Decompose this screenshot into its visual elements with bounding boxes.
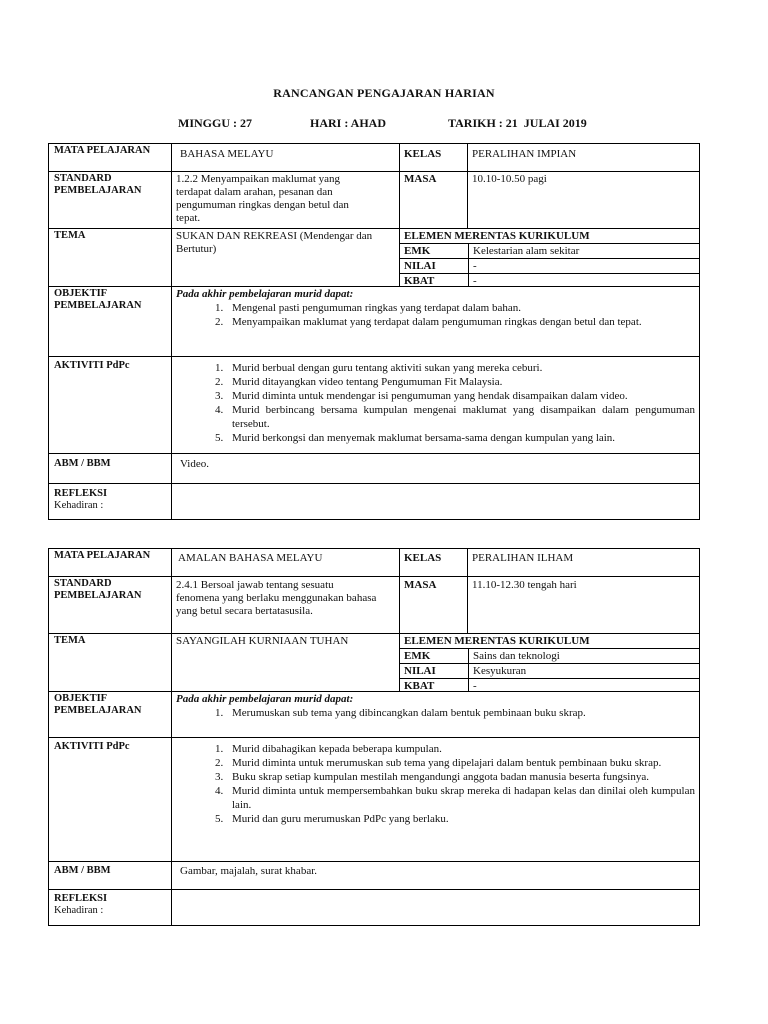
aktiviti-label: AKTIVITI PdPc xyxy=(54,741,130,752)
emk-label: EMK xyxy=(404,245,431,257)
aktiviti-label: AKTIVITI PdPc xyxy=(54,360,130,371)
kelas-value: PERALIHAN ILHAM xyxy=(467,549,699,576)
refleksi-label: REFLEKSI xyxy=(54,893,108,904)
emk-label: EMK xyxy=(404,650,431,662)
refleksi-label: REFLEKSI xyxy=(54,488,108,499)
aktiviti-content xyxy=(171,738,699,861)
row-refleksi xyxy=(49,483,699,519)
objektif-lead: Pada akhir pembelajaran murid dapat: xyxy=(176,288,354,300)
kbat-value: - xyxy=(468,679,700,692)
list-item: 1. Mengenal pasti pengumuman ringkas yang terdapat dalam bahan. xyxy=(226,301,695,315)
aktiviti-list xyxy=(176,742,695,826)
nilai-row xyxy=(399,663,699,678)
kelas-label: KELAS xyxy=(399,549,467,576)
standard-value: 1.2.2 Menyampaikan maklumat yang terdapat dalam arahan, pesanan dan pengumuman ringkas dengan betul dan tepat. xyxy=(171,172,399,228)
kbat-row xyxy=(399,678,699,692)
refleksi-label-cell xyxy=(49,484,171,519)
standard-label: STANDARD PEMBELAJARAN xyxy=(54,578,142,601)
emk-row xyxy=(399,648,699,663)
objektif-label: OBJEKTIF PEMBELAJARAN xyxy=(54,693,142,716)
kehadiran-label: Kehadiran : xyxy=(54,905,104,916)
list-item: 2. Menyampaikan maklumat yang terdapat dalam pengumuman ringkas dengan betul dan tepat. xyxy=(226,315,695,329)
objektif-lead: Pada akhir pembelajaran murid dapat: xyxy=(176,693,354,705)
standard-label: STANDARD PEMBELAJARAN xyxy=(54,173,142,196)
objektif-label: OBJEKTIF PEMBELAJARAN xyxy=(54,288,142,311)
row-abm xyxy=(49,861,699,889)
row-mata-pelajaran xyxy=(49,144,699,171)
emk-row xyxy=(399,243,699,258)
tema-value: SUKAN DAN REKREASI (Mendengar dan Bertutur) xyxy=(171,229,399,286)
abm-label: ABM / BBM xyxy=(54,865,111,876)
aktiviti-content xyxy=(171,357,699,453)
abm-value: Video. xyxy=(171,454,699,483)
lesson-table-1 xyxy=(48,143,700,520)
elemen-header: ELEMEN MERENTAS KURIKULUM xyxy=(399,229,699,243)
nilai-row xyxy=(399,258,699,273)
minggu-label: MINGGU : 27 xyxy=(178,116,252,130)
refleksi-label-cell xyxy=(49,890,171,925)
abm-label: ABM / BBM xyxy=(54,458,111,469)
objektif-content xyxy=(171,287,699,356)
lesson-table-2 xyxy=(48,548,700,926)
refleksi-value xyxy=(171,890,699,925)
page-title: RANCANGAN PENGAJARAN HARIAN xyxy=(273,86,495,100)
nilai-label: NILAI xyxy=(404,665,436,677)
row-objektif xyxy=(49,286,699,356)
list-item: 1. Murid berbual dengan guru tentang aktiviti sukan yang mereka ceburi. xyxy=(226,361,695,375)
masa-label: MASA xyxy=(399,577,467,633)
kelas-label: KELAS xyxy=(399,144,467,171)
list-item: 3. Murid diminta untuk mendengar isi pengumuman yang hendak disampaikan dalam video. xyxy=(226,389,695,403)
mata-pelajaran-value: AMALAN BAHASA MELAYU xyxy=(171,549,399,576)
masa-label: MASA xyxy=(399,172,467,228)
list-item: 5. Murid dan guru merumuskan PdPc yang berlaku. xyxy=(226,812,695,826)
row-objektif xyxy=(49,691,699,737)
row-standard xyxy=(49,171,699,228)
aktiviti-list xyxy=(176,361,695,445)
nilai-label: NILAI xyxy=(404,260,436,272)
objektif-list xyxy=(176,706,695,720)
kehadiran-label: Kehadiran : xyxy=(54,500,104,511)
list-item: 1. Merumuskan sub tema yang dibincangkan dalam bentuk pembinaan buku skrap. xyxy=(226,706,695,720)
nilai-value: Kesyukuran xyxy=(468,664,700,678)
nilai-value: - xyxy=(468,259,700,273)
row-aktiviti xyxy=(49,737,699,861)
emk-value: Kelestarian alam sekitar xyxy=(468,244,700,258)
masa-value: 11.10-12.30 tengah hari xyxy=(467,577,699,633)
row-tema xyxy=(49,633,699,691)
hari-label: HARI : AHAD xyxy=(310,116,387,130)
emk-value: Sains dan teknologi xyxy=(468,649,700,663)
refleksi-value xyxy=(171,484,699,519)
kelas-value: PERALIHAN IMPIAN xyxy=(467,144,699,171)
list-item: 1. Murid dibahagikan kepada beberapa kumpulan. xyxy=(226,742,695,756)
row-abm xyxy=(49,453,699,483)
abm-value: Gambar, majalah, surat khabar. xyxy=(171,862,699,889)
row-mata-pelajaran xyxy=(49,549,699,576)
kbat-label: KBAT xyxy=(404,275,435,287)
tarikh-label: TARIKH : 21 JULAI 2019 xyxy=(448,116,587,130)
kbat-value: - xyxy=(468,274,700,287)
row-standard xyxy=(49,576,699,633)
kbat-row xyxy=(399,273,699,287)
mata-pelajaran-value: BAHASA MELAYU xyxy=(171,144,399,171)
objektif-content xyxy=(171,692,699,737)
mata-pelajaran-label: MATA PELAJARAN xyxy=(54,145,151,156)
list-item: 5. Murid berkongsi dan menyemak maklumat bersama-sama dengan kumpulan yang lain. xyxy=(226,431,695,445)
list-item: 2. Murid ditayangkan video tentang Pengumuman Fit Malaysia. xyxy=(226,375,695,389)
mata-pelajaran-label: MATA PELAJARAN xyxy=(54,550,151,561)
row-tema xyxy=(49,228,699,286)
list-item: 2. Murid diminta untuk merumuskan sub tema yang dipelajari dalam bentuk pembinaan buku skrap. xyxy=(226,756,695,770)
tema-value: SAYANGILAH KURNIAAN TUHAN xyxy=(171,634,399,691)
row-aktiviti xyxy=(49,356,699,453)
standard-value: 2.4.1 Bersoal jawab tentang sesuatu fenomena yang berlaku menggunakan bahasa yang betul secara bertatasusila. xyxy=(171,577,399,633)
objektif-list xyxy=(176,301,695,329)
kbat-label: KBAT xyxy=(404,680,435,692)
masa-value: 10.10-10.50 pagi xyxy=(467,172,699,228)
row-refleksi xyxy=(49,889,699,925)
tema-label: TEMA xyxy=(54,230,86,241)
elemen-header: ELEMEN MERENTAS KURIKULUM xyxy=(399,634,699,648)
list-item: 3. Buku skrap setiap kumpulan mestilah mengandungi anggota badan manusia beserta fungsinya. xyxy=(226,770,695,784)
list-item: 4. Murid diminta untuk mempersembahkan buku skrap mereka di hadapan kelas dan dinilai oleh kumpulan lain. xyxy=(226,784,695,812)
tema-label: TEMA xyxy=(54,635,86,646)
list-item: 4. Murid berbincang bersama kumpulan mengenai maklumat yang disampaikan dalam pengumuman tersebut. xyxy=(226,403,695,431)
